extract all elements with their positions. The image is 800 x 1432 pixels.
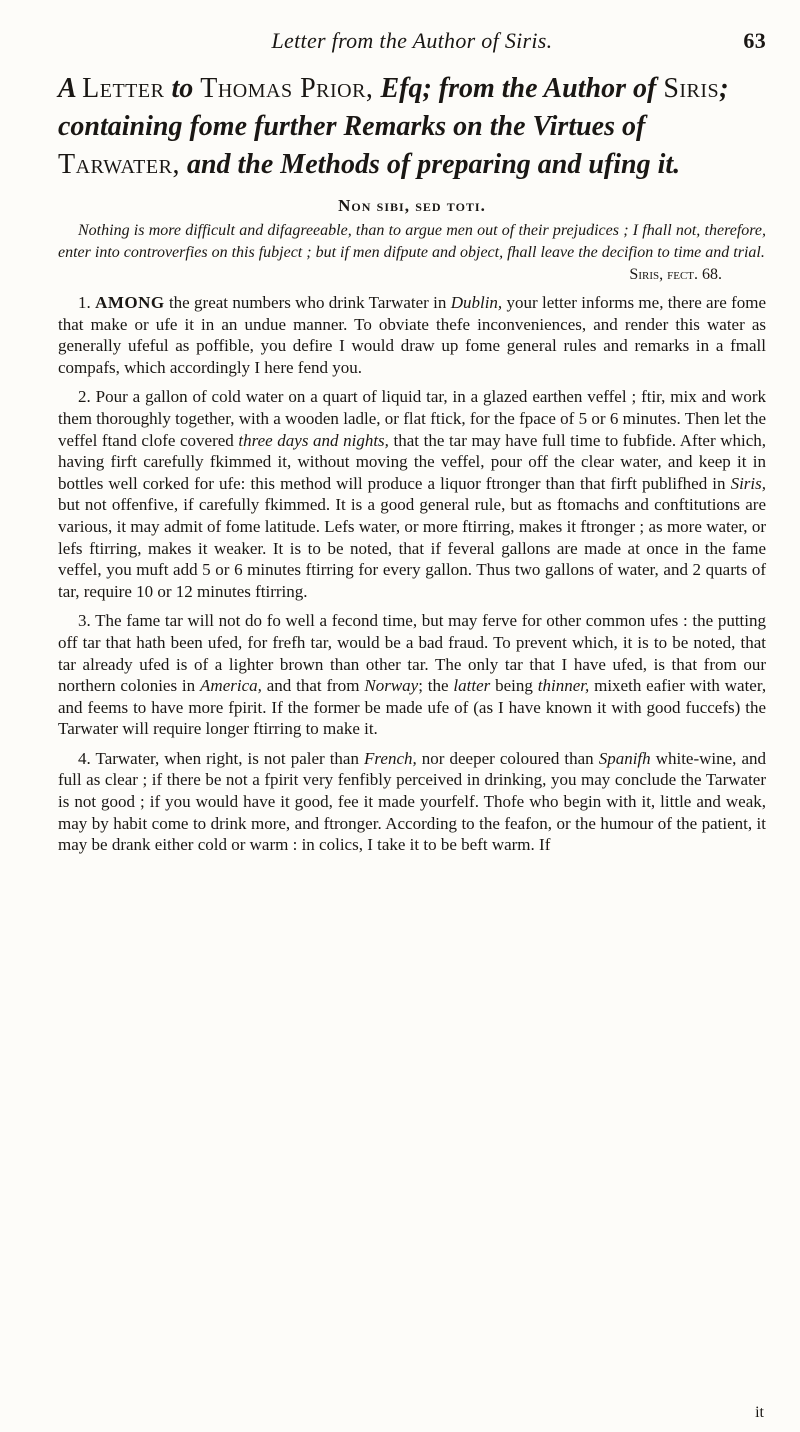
italic-text: Siris, xyxy=(730,473,767,493)
italic-text: thinner, xyxy=(537,676,590,696)
paragraph-text: nor deeper coloured than xyxy=(421,748,594,768)
title-from: Efq; from the Author of xyxy=(380,73,657,104)
running-head-title: Letter from the Author of Siris. xyxy=(271,28,553,53)
italic-text: three days and nights, xyxy=(238,430,389,450)
title-siris: Siris xyxy=(663,73,720,104)
italic-text: Norway xyxy=(364,676,419,696)
paragraph-text: but not offenfive, if carefully fkimmed. It is a good general rule, but as ftomachs and conftitutions are various, it may admit of fome latitude. Lefs water, or more ftirring, makes it ftronger ; as more water, or lefs ftirring, makes it weaker. It is to be noted, that if feveral gallons are made at once in the fame veffel, you muft add 5 or 6 minutes ftirring for every gallon. Thus two gallons of water, and 2 quarts of tar, require 10 or 12 minutes ftirring. xyxy=(58,495,766,601)
paragraph-number: 4. xyxy=(78,748,91,768)
title-to: to xyxy=(171,73,194,104)
paragraph-text: mixeth eafier with water, and feems to have more fpirit. If the former be made ufe of (as I have known it with good fuccefs) the Tarwater will require longer ftirring to make it. xyxy=(58,676,767,739)
paragraph-2 xyxy=(58,386,766,602)
paragraph-text: Tarwater, when right, is not paler than xyxy=(95,748,359,768)
paragraph-text: being xyxy=(495,676,533,696)
paragraph-text: your letter informs me, there are fome that make or ufe it in an undue manner. To obviate thefe inconveniences, and render this water as generally ufeful as poffible, you defire I would draw up fome general rules and remarks in a fmall compafs, which accordingly I here fend you. xyxy=(58,293,767,377)
first-word: AMONG xyxy=(95,293,165,312)
title-methods: and the Methods of preparing and ufing it. xyxy=(186,149,681,180)
title-containing: ; containing fome further Remarks on the Virtues of xyxy=(58,73,729,142)
italic-text: Spanifh xyxy=(598,748,651,768)
paragraph-text: and that from xyxy=(266,676,360,696)
italic-text: Dublin, xyxy=(450,293,503,312)
paragraph-number: 2. xyxy=(78,387,91,407)
motto-quote: Nothing is more difficult and difagreeable, than to argue men out of their prejudices ; I fhall not, therefore, enter into controverfies on this fubject ; but if men difpute and object, fhall leave the decifion to time and trial. xyxy=(58,222,766,261)
paragraph-number: 3. xyxy=(78,611,91,631)
paragraph-1 xyxy=(58,292,766,378)
italic-text: latter xyxy=(453,676,491,696)
paragraph-4 xyxy=(58,748,766,856)
motto-source: Siris, fect. 68. xyxy=(629,266,722,283)
catchword: it xyxy=(755,1404,764,1421)
paragraph-text: that the tar may have full time to fubfide. After which, having firft carefully fkimmed it, without moving the veffel, pour off the clear water, and keep it in bottles well corked for ufe: this method will produce a liquor ftronger than that firft publifhed in xyxy=(58,430,767,493)
title-tarwater: Tarwater, xyxy=(58,149,180,180)
italic-text: America, xyxy=(200,676,262,696)
motto-label: Non sibi, sed toti. xyxy=(338,196,486,215)
title-recipient: Thomas Prior, xyxy=(200,73,374,104)
paragraph-text: Pour a gallon of cold water on a quart of liquid tar, in a glazed earthen veffel ; ftir, mix and work them thoroughly together, with a wooden ladle, or flat ftick, for the fpace of 5 or 6 minutes. Then let the veffel ftand clofe covered xyxy=(58,387,767,450)
paragraph-number: 1. xyxy=(78,293,91,312)
paragraph-text: ; the xyxy=(418,676,449,696)
paragraph-3 xyxy=(58,610,766,740)
paragraph-text: white-wine, and full as clear ; if there be not a fpirit very fenfibly perceived in drinking, you may conclude the Tarwater is not good ; if you would have it good, fee it made yourfelf. Thofe who begin with it, little and weak, may by habit come to drink more, and ftronger. According to the feafon, or the humour of the patient, it may be drank either cold or warm : in colics, I take it to be beft warm. If xyxy=(58,748,767,855)
italic-text: French, xyxy=(364,748,417,768)
letter-title xyxy=(58,70,766,184)
title-a: A xyxy=(58,73,76,104)
paragraph-text: the great numbers who drink Tarwater in xyxy=(168,293,447,312)
running-head xyxy=(58,28,766,60)
paragraph-text: The fame tar will not do fo well a fecond time, but may ferve for other common ufes : the putting off tar that hath been ufed, for frefh tar, would be a bad fraud. To prevent which, it is to be noted, that tar already ufed is of a lighter brown than other tar. The only tar that I have ufed, is that from our northern colonies in xyxy=(58,611,766,696)
page-number: 63 xyxy=(743,28,766,53)
title-letter: Letter xyxy=(82,73,165,104)
